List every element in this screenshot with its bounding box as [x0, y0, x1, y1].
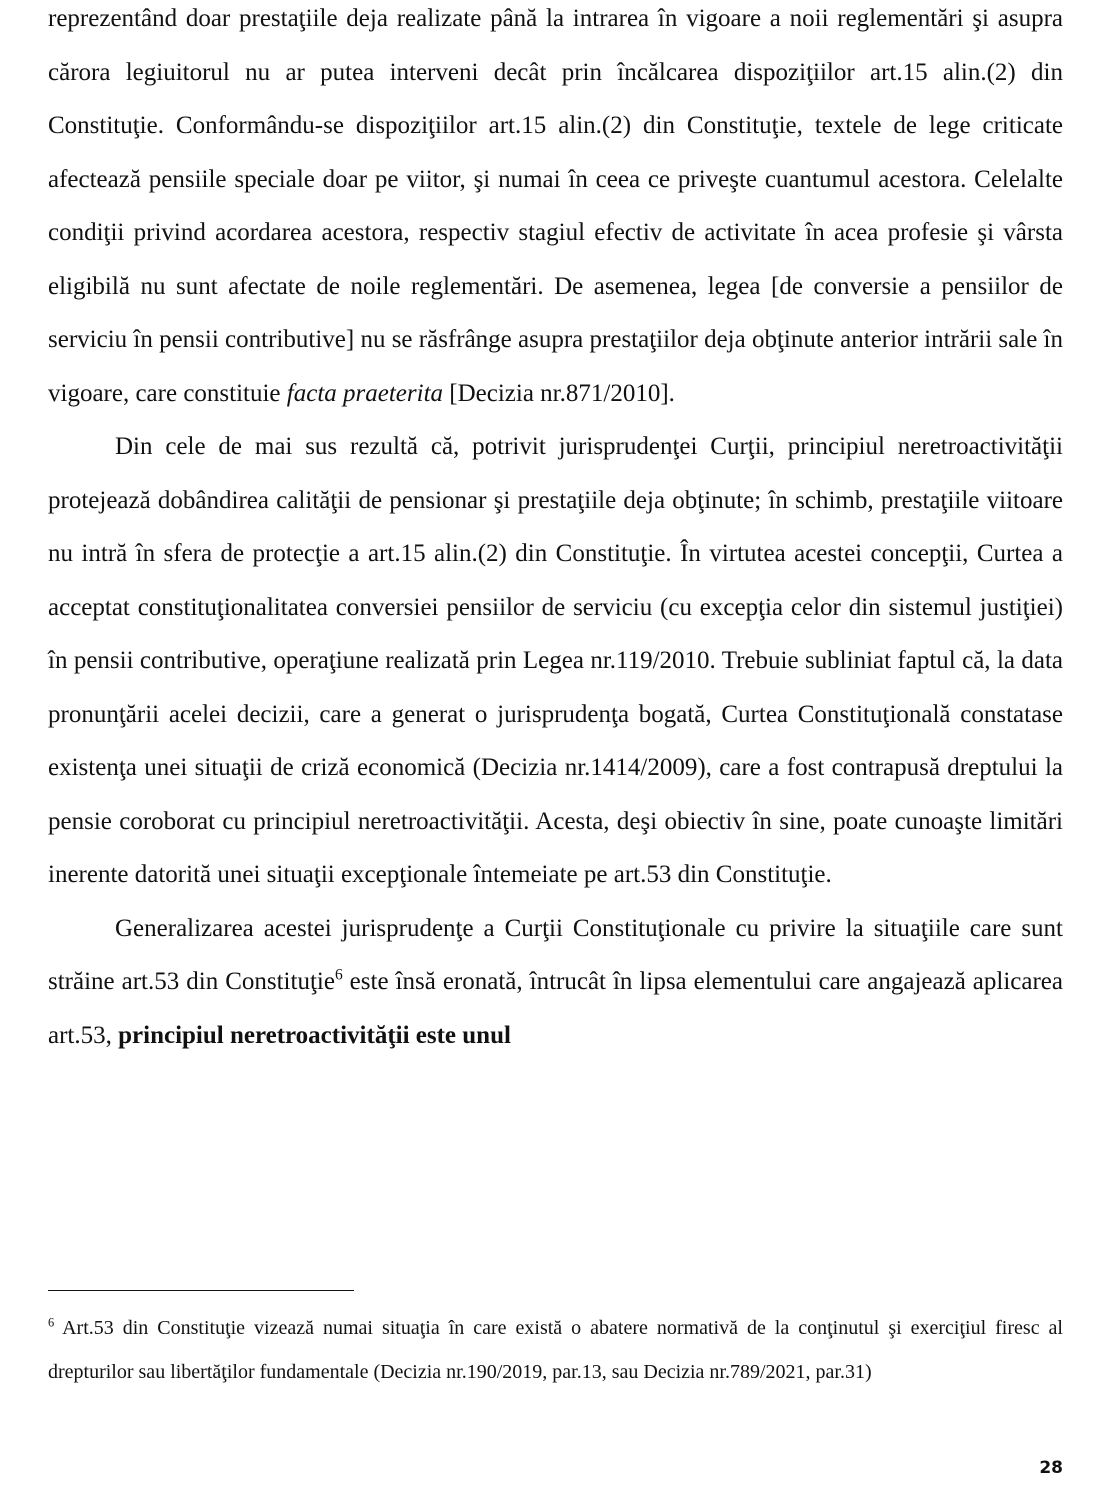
footnote-separator: [48, 1290, 354, 1291]
footnote-text: Art.53 din Constituţie vizează numai situaţia în care există o abatere normativă de la conţinutul şi exerciţiul firesc al drepturilor sau libertăţilor fundamentale (Decizia nr.190/2019, par.13, sau Decizia nr.789/2021, par.31): [48, 1317, 1063, 1383]
paragraph-3-text-b: este însă eronată, întrucât în lipsa elementului care angajează aplicarea art.53,: [48, 968, 1063, 1049]
paragraph-3-bold: principiul neretroactivităţii este unul: [118, 1021, 511, 1049]
paragraph-2: Din cele de mai sus rezultă că, potrivit jurisprudenţei Curţii, principiul neretroactivităţii protejează dobândirea calităţii de pensionar şi prestaţiile deja obţinute; în schimb, prestaţiile viitoare nu intră în sfera de protecţie a art.15 alin.(2) din Constituţie. În virtutea acestei concepţii, Curtea a acceptat constituţionalitatea conversiei pensiilor de serviciu (cu excepţia celor din sistemul justiţiei) în pensii contributive, operaţiune realizată prin Legea nr.119/2010. Trebuie subliniat faptul că, la data pronunţării acelei decizii, care a generat o jurisprudenţa bogată, Curtea Constituţională constatase existenţa unei situaţii de criză economică (Decizia nr.1414/2009), care a fost contrapusă dreptului la pensie coroborat cu principiul neretroactivităţii. Acesta, deşi obiectiv în sine, poate cunoaşte limitări inerente datorită unei situaţii excepţionale întemeiate pe art.53 din Constituţie.: [48, 433, 1063, 888]
paragraph-3: [48, 902, 1063, 1063]
paragraph-1-italic: facta praeterita: [286, 379, 444, 407]
footnote-number: 6: [48, 1315, 55, 1330]
paragraph-1-text-b: [Decizia nr.871/2010].: [443, 379, 675, 407]
paragraph-1: [48, 0, 1063, 420]
footnote-reference[interactable]: 6: [334, 966, 343, 984]
paragraph-3-text-a: Generalizarea acestei jurisprudenţe a Curţii Constituţionale cu privire la situaţiile care sunt străine art.53 din Constituţie: [48, 914, 1063, 995]
page-number: 28: [1039, 1458, 1063, 1478]
paragraph-1-text-a: reprezentând doar prestaţiile deja realizate până la intrarea în vigoare a noii reglementări şi asupra cărora legiuitorul nu ar putea interveni decât prin încălcarea dispoziţiilor art.15 alin.(2) din Constituţie. Conformându-se dispoziţiilor art.15 alin.(2) din Constituţie, textele de lege criticate afectează pensiile speciale doar pe viitor, şi numai în ceea ce priveşte cuantumul acestora. Celelalte condiţii privind acordarea acestora, respectiv stagiul efectiv de activitate în acea profesie şi vârsta eligibilă nu sunt afectate de noile reglementări. De asemenea, legea [de conversie a pensiilor de serviciu în pensii contributive] nu se răsfrânge asupra prestaţiilor deja obţinute anterior intrării sale în vigoare, care constituie: [48, 5, 1063, 407]
document-body: [48, 0, 1063, 1062]
footnote: [48, 1306, 1063, 1394]
